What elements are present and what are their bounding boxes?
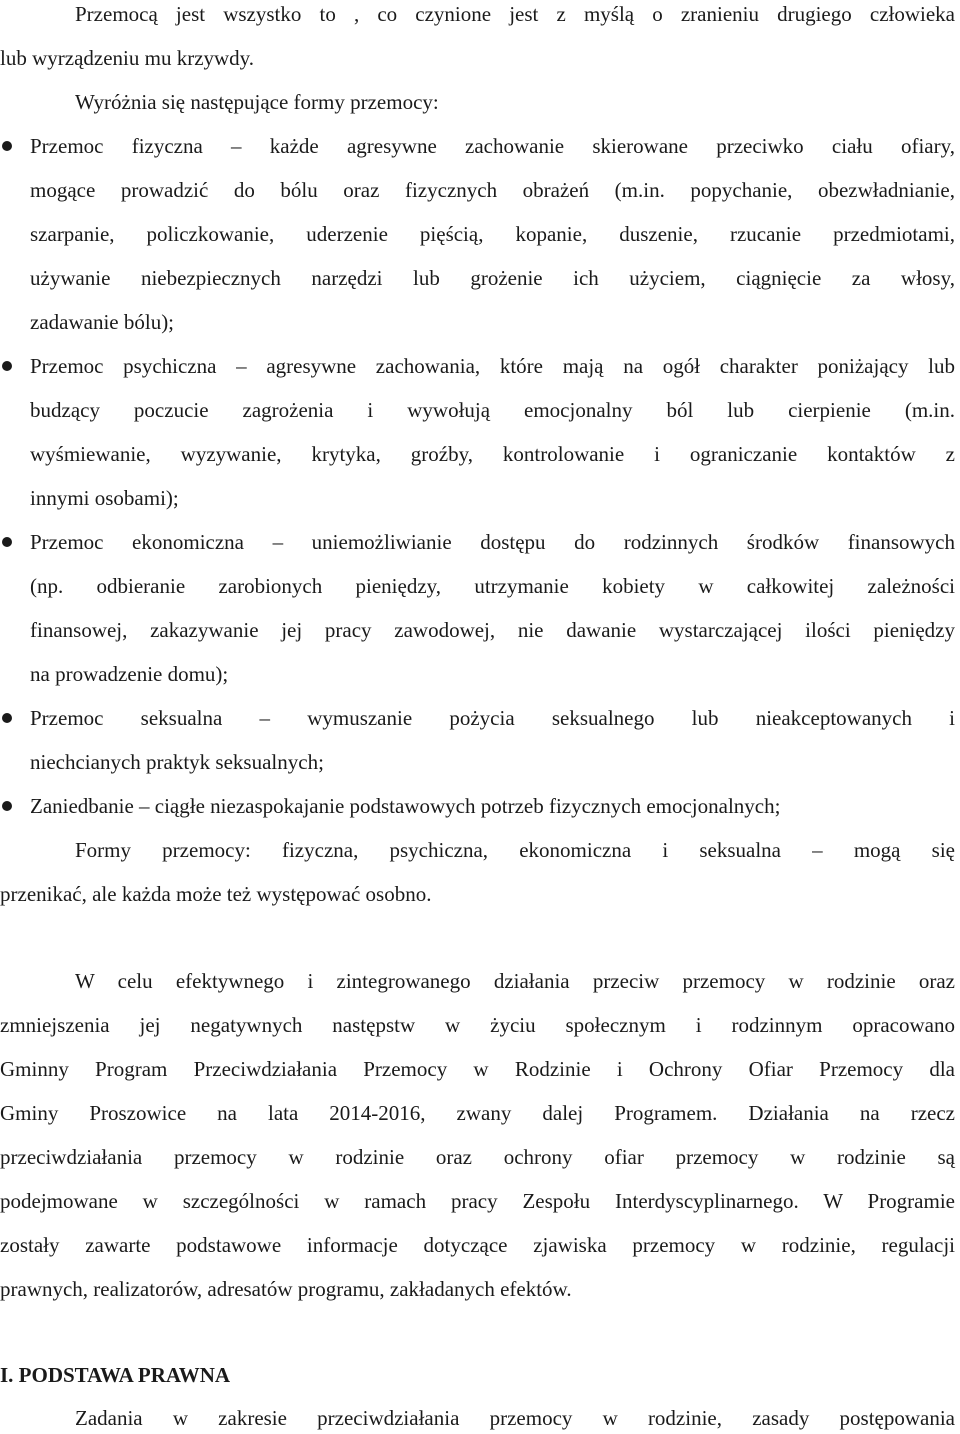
bullet-line: używanie niebezpiecznych narzędzi lub grożenie ich użyciem, ciągnięcie za włosy, (30, 266, 955, 290)
bullet-line: Przemoc seksualna – wymuszanie pożycia seksualnego lub nieakceptowanych i (30, 706, 955, 730)
bullet-line: na prowadzenie domu); (30, 662, 229, 686)
bullet-line: budzący poczucie zagrożenia i wywołują emocjonalny ból lub cierpienie (m.in. (30, 398, 955, 422)
paragraph-line: W celu efektywnego i zintegrowanego działania przeciw przemocy w rodzinie oraz (75, 969, 955, 993)
bullet-line: innymi osobami); (30, 486, 179, 510)
bullet-line: Przemoc fizyczna – każde agresywne zachowanie skierowane przeciwko ciału ofiary, (30, 134, 955, 158)
forms-summary-line-2: przenikać, ale każda może też występować osobno. (0, 882, 432, 906)
bullet-dot (2, 713, 12, 723)
bullet-line: finansowej, zakazywanie jej pracy zawodowej, nie dawanie wystarczającej ilości pieniędzy (30, 618, 955, 642)
section-first-line: Zadania w zakresie przeciwdziałania przemocy w rodzinie, zasady postępowania (75, 1406, 955, 1430)
bullet-dot (2, 801, 12, 811)
bullet-dot (2, 361, 12, 371)
bullet-line: niechcianych praktyk seksualnych; (30, 750, 324, 774)
bullet-line: szarpanie, policzkowanie, uderzenie pięścią, kopanie, duszenie, rzucanie przedmiotami, (30, 222, 955, 246)
bullet-line: wyśmiewanie, wyzywanie, krytyka, groźby, kontrolowanie i ograniczanie kontaktów z (30, 442, 955, 466)
bullet-line: (np. odbieranie zarobionych pieniędzy, utrzymanie kobiety w całkowitej zależności (30, 574, 955, 598)
paragraph-line: prawnych, realizatorów, adresatów programu, zakładanych efektów. (0, 1277, 572, 1301)
section-heading: I. PODSTAWA PRAWNA (0, 1363, 231, 1387)
paragraph-line: zmniejszenia jej negatywnych następstw w życiu społecznym i rodzinnym opracowano (0, 1013, 955, 1037)
bullet-line: Przemoc ekonomiczna – uniemożliwianie dostępu do rodzinnych środków finansowych (30, 530, 955, 554)
paragraph-line: przeciwdziałania przemocy w rodzinie oraz ochrony ofiar przemocy w rodzinie są (0, 1145, 955, 1169)
bullet-dot (2, 537, 12, 547)
bullet-line: Zaniedbanie – ciągłe niezaspokajanie podstawowych potrzeb fizycznych emocjonalnych; (30, 794, 781, 818)
intro-line-2: lub wyrządzeniu mu krzywdy. (0, 46, 255, 70)
forms-intro: Wyróżnia się następujące formy przemocy: (75, 90, 439, 114)
bullet-line: mogące prowadzić do bólu oraz fizycznych obrażeń (m.in. popychanie, obezwładnianie, (30, 178, 955, 202)
paragraph-line: podejmowane w szczególności w ramach pracy Zespołu Interdyscyplinarnego. W Programie (0, 1189, 955, 1213)
paragraph-line: Gminy Proszowice na lata 2014-2016, zwany dalej Programem. Działania na rzecz (0, 1101, 955, 1125)
paragraph-line: zostały zawarte podstawowe informacje dotyczące zjawiska przemocy w rodzinie, regulacji (0, 1233, 955, 1257)
bullet-line: Przemoc psychiczna – agresywne zachowania, które mają na ogół charakter poniżający lub (30, 354, 955, 378)
paragraph-line: Gminny Program Przeciwdziałania Przemocy w Rodzinie i Ochrony Ofiar Przemocy dla (0, 1057, 955, 1081)
intro-line-1: Przemocą jest wszystko to , co czynione jest z myślą o zranieniu drugiego człowieka (75, 2, 955, 26)
bullet-line: zadawanie bólu); (30, 310, 175, 334)
forms-summary-line-1: Formy przemocy: fizyczna, psychiczna, ekonomiczna i seksualna – mogą się (75, 838, 955, 862)
bullet-dot (2, 141, 12, 151)
